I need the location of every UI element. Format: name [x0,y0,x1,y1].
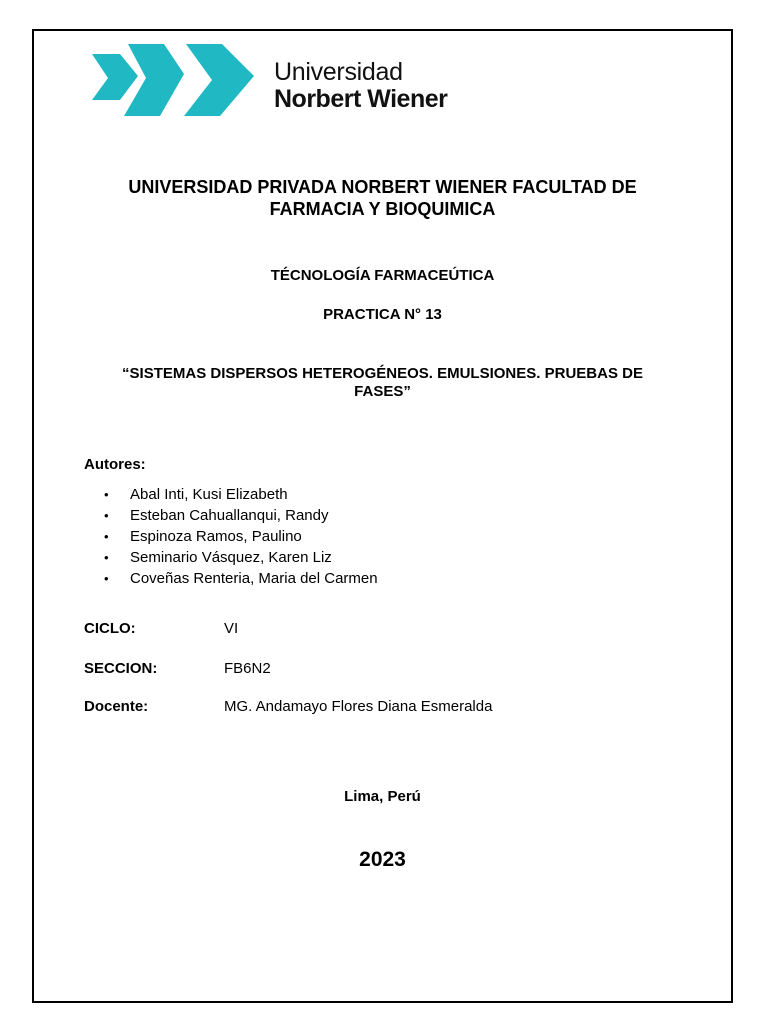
author-name: Coveñas Renteria, Maria del Carmen [130,570,378,587]
practice-number: PRACTICA N° 13 [323,306,442,323]
university-logo-mark-icon [90,44,260,124]
author-item [104,484,378,505]
logo-wordmark [274,60,447,112]
university-logo [90,44,500,124]
ciclo-value: VI [224,620,239,637]
bullet-icon: • [104,508,109,523]
author-name: Seminario Vásquez, Karen Liz [130,549,332,566]
author-item [104,547,378,568]
course-title: TÉCNOLOGÍA FARMACEÚTICA [270,267,495,284]
logo-text-universidad: Universidad [274,58,403,86]
seccion-label: SECCION: [84,660,158,677]
bullet-icon: • [104,571,109,586]
author-name: Espinoza Ramos, Paulino [130,528,302,545]
ciclo-label: CICLO: [84,620,136,637]
university-title: UNIVERSIDAD PRIVADA NORBERT WIENER FACULTAD DE FARMACIA Y BIOQUIMICA [128,177,637,219]
author-name: Abal Inti, Kusi Elizabeth [130,486,288,503]
practice-topic: “SISTEMAS DISPERSOS HETEROGÉNEOS. EMULSIONES. PRUEBAS DE FASES” [122,365,643,400]
logo-text-norbert-wiener: Norbert Wiener [274,85,448,113]
docente-value: MG. Andamayo Flores Diana Esmeralda [224,698,493,715]
author-item [104,526,378,547]
author-item [104,568,378,589]
authors-list [104,484,378,589]
bullet-icon: • [104,550,109,565]
author-item [104,505,378,526]
docente-label: Docente: [84,698,149,715]
year: 2023 [359,848,406,871]
place: Lima, Perú [344,788,421,805]
author-name: Esteban Cahuallanqui, Randy [130,507,329,524]
seccion-value: FB6N2 [224,660,271,677]
authors-heading: Autores: [84,456,146,473]
bullet-icon: • [104,487,109,502]
bullet-icon: • [104,529,109,544]
